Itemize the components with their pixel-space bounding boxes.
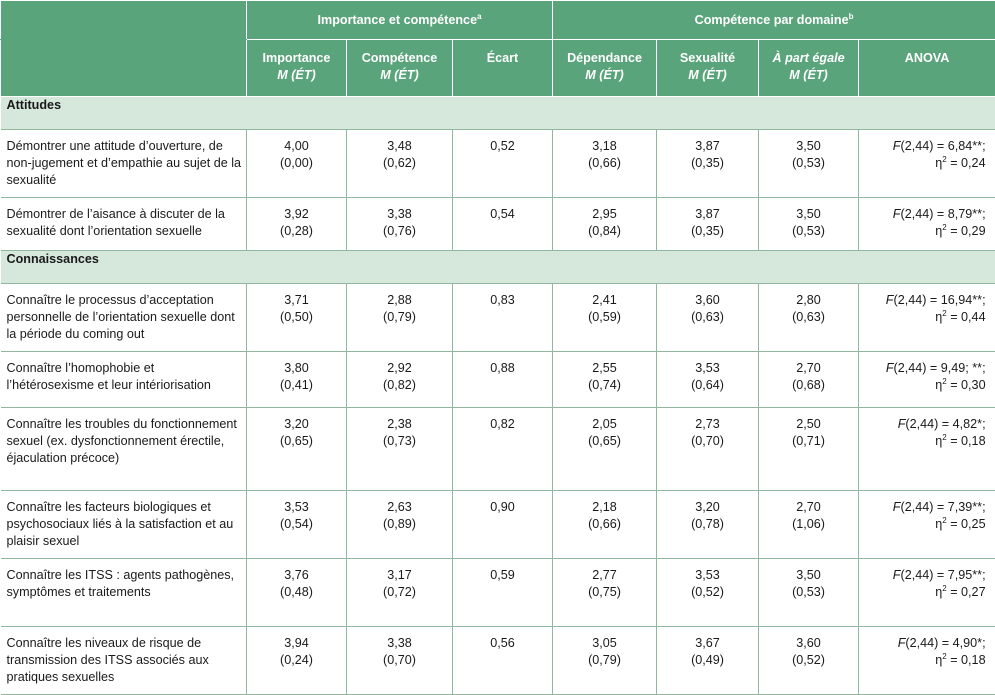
sexualite-cell-sd: (0,35) [657,223,758,240]
importance-cell [247,352,347,408]
anova-f-value: (2,44) = 16,94**; [894,293,986,307]
eta-squared-symbol: $\eta^2$ [935,224,950,238]
eta-squared-symbol: $\eta^2$ [935,156,950,170]
part-egale-cell [759,352,859,408]
part-egale-cell-sd: (0,53) [759,155,858,172]
sexualite-cell [657,491,759,559]
f-symbol: F [898,417,906,431]
table-row [1,627,995,695]
competence-cell-mean: 2,88 [347,292,452,309]
dependance-cell-mean: 2,55 [553,360,656,377]
dependance-cell-mean: 3,18 [553,138,656,155]
dependance-cell-mean: 2,18 [553,499,656,516]
eta-squared-symbol: $\eta^2$ [935,585,950,599]
competency-label: Démontrer une attitude d’ouverture, de non-jugement et d’empathie au sujet de la sexualité [1,130,247,198]
dependance-cell-sd: (0,65) [553,433,656,450]
sexualite-cell [657,408,759,491]
eta-squared-symbol: $\eta^2$ [935,517,950,531]
anova-eta-value: = 0,29 [950,224,985,238]
anova-eta-value: = 0,18 [950,434,985,448]
competence-cell-sd: (0,76) [347,223,452,240]
sexualite-cell [657,130,759,198]
importance-cell-sd: (0,48) [247,584,346,601]
sexualite-cell-sd: (0,63) [657,309,758,326]
ecart-cell: 0,90 [453,491,553,559]
competence-cell-mean: 3,38 [347,635,452,652]
importance-cell-mean: 3,76 [247,567,346,584]
competency-label: Connaître l’homophobie et l’hétérosexisme et leur intériorisation [1,352,247,408]
col-header-competence: Compétence M (ÉT) [347,40,453,97]
competence-cell-mean: 2,63 [347,499,452,516]
dependance-cell [553,491,657,559]
sexualite-cell [657,352,759,408]
ecart-cell: 0,56 [453,627,553,695]
sexualite-cell-sd: (0,64) [657,377,758,394]
table-row [1,198,995,251]
importance-cell [247,559,347,627]
part-egale-cell-sd: (0,53) [759,584,858,601]
sexualite-cell-mean: 3,60 [657,292,758,309]
eta-squared-symbol: $\eta^2$ [935,653,950,667]
competence-cell [347,559,453,627]
importance-cell-mean: 4,00 [247,138,346,155]
part-egale-cell-mean: 3,60 [759,635,858,652]
part-egale-cell-sd: (0,68) [759,377,858,394]
sexualite-cell [657,284,759,352]
ecart-cell: 0,54 [453,198,553,251]
dependance-cell [553,352,657,408]
table-row [1,491,995,559]
col-header-ecart: Écart [453,40,553,97]
sexualite-cell-mean: 3,87 [657,206,758,223]
col-header-sexualite: Sexualité M (ÉT) [657,40,759,97]
competency-label: Connaître le processus d’acceptation personnelle de l’orientation sexuelle dont la période du coming out [1,284,247,352]
sexualite-cell [657,198,759,251]
dependance-cell-sd: (0,59) [553,309,656,326]
anova-cell [859,627,995,695]
part-egale-cell-sd: (0,53) [759,223,858,240]
importance-cell-mean: 3,94 [247,635,346,652]
importance-cell-sd: (0,50) [247,309,346,326]
competence-cell-sd: (0,73) [347,433,452,450]
ecart-cell: 0,82 [453,408,553,491]
section-row [1,251,995,284]
sexualite-cell [657,627,759,695]
competence-cell [347,198,453,251]
sexualite-cell-mean: 2,73 [657,416,758,433]
anova-cell [859,352,995,408]
anova-f-value: (2,44) = 4,82*; [905,417,985,431]
anova-eta-value: = 0,27 [950,585,985,599]
part-egale-cell-mean: 3,50 [759,138,858,155]
dependance-cell-mean: 2,41 [553,292,656,309]
competency-label: Connaître les facteurs biologiques et psychosociaux liés à la satisfaction et au plaisir sexuel [1,491,247,559]
competency-label: Connaître les niveaux de risque de transmission des ITSS associés aux pratiques sexuelles [1,627,247,695]
competence-cell [347,352,453,408]
dependance-cell-sd: (0,79) [553,652,656,669]
anova-f-value: (2,44) = 6,84**; [901,139,986,153]
anova-cell [859,130,995,198]
sexualite-cell-mean: 3,20 [657,499,758,516]
competence-cell [347,491,453,559]
anova-eta-value: = 0,30 [950,378,985,392]
part-egale-cell-sd: (0,71) [759,433,858,450]
importance-cell [247,284,347,352]
sexualite-cell-sd: (0,70) [657,433,758,450]
part-egale-cell [759,491,859,559]
part-egale-cell-sd: (1,06) [759,516,858,533]
importance-cell-mean: 3,92 [247,206,346,223]
header-group-competence-domaine: Compétence par domaine$^b$ [553,1,995,40]
sexualite-cell [657,559,759,627]
dependance-cell [553,559,657,627]
sexualite-cell-sd: (0,52) [657,584,758,601]
ecart-cell: 0,88 [453,352,553,408]
anova-cell [859,491,995,559]
header-corner [1,1,247,40]
eta-squared-symbol: $\eta^2$ [935,310,950,324]
anova-f-value: (2,44) = 7,39**; [901,500,986,514]
part-egale-cell-mean: 3,50 [759,567,858,584]
competency-label: Démontrer de l’aisance à discuter de la sexualité dont l’orientation sexuelle [1,198,247,251]
table-row [1,284,995,352]
competence-cell-sd: (0,82) [347,377,452,394]
dependance-cell-sd: (0,66) [553,516,656,533]
part-egale-cell [759,408,859,491]
dependance-cell [553,130,657,198]
dependance-cell-sd: (0,75) [553,584,656,601]
dependance-cell [553,627,657,695]
anova-eta-value: = 0,44 [950,310,985,324]
competence-cell-sd: (0,62) [347,155,452,172]
dependance-cell-sd: (0,66) [553,155,656,172]
importance-cell [247,627,347,695]
competence-cell-sd: (0,79) [347,309,452,326]
f-symbol: F [886,361,894,375]
importance-cell-sd: (0,28) [247,223,346,240]
header-corner-lower [1,40,247,97]
dependance-cell-mean: 3,05 [553,635,656,652]
competence-cell [347,408,453,491]
competency-label: Connaître les ITSS : agents pathogènes, symptômes et traitements [1,559,247,627]
section-row [1,97,995,130]
sexualite-cell-mean: 3,87 [657,138,758,155]
importance-cell [247,408,347,491]
table-row [1,559,995,627]
part-egale-cell-sd: (0,63) [759,309,858,326]
part-egale-cell [759,559,859,627]
dependance-cell-sd: (0,84) [553,223,656,240]
sexualite-cell-sd: (0,35) [657,155,758,172]
anova-f-value: (2,44) = 8,79**; [901,207,986,221]
importance-cell-sd: (0,54) [247,516,346,533]
col-header-importance: Importance M (ÉT) [247,40,347,97]
importance-cell [247,198,347,251]
part-egale-cell-mean: 2,70 [759,360,858,377]
f-symbol: F [893,207,901,221]
competence-cell-sd: (0,72) [347,584,452,601]
header-group-importance-competence: Importance et compétence$^a$ [247,1,553,40]
col-header-dependance: Dépendance M (ÉT) [553,40,657,97]
importance-cell-mean: 3,80 [247,360,346,377]
competence-cell-sd: (0,70) [347,652,452,669]
anova-f-value: (2,44) = 4,90*; [905,636,985,650]
part-egale-cell-mean: 2,70 [759,499,858,516]
competence-cell-mean: 3,17 [347,567,452,584]
col-header-part-egale: À part égale M (ÉT) [759,40,859,97]
importance-cell-sd: (0,65) [247,433,346,450]
importance-cell-mean: 3,71 [247,292,346,309]
sexualite-cell-sd: (0,49) [657,652,758,669]
f-symbol: F [886,293,894,307]
part-egale-cell [759,627,859,695]
anova-cell [859,284,995,352]
section-title: Attitudes [1,97,995,130]
dependance-cell [553,408,657,491]
competence-cell-mean: 3,38 [347,206,452,223]
importance-cell-sd: (0,24) [247,652,346,669]
importance-cell-sd: (0,00) [247,155,346,172]
f-symbol: F [893,139,901,153]
importance-cell [247,491,347,559]
anova-f-value: (2,44) = 9,49; **; [894,361,986,375]
anova-eta-value: = 0,18 [950,653,985,667]
dependance-cell-mean: 2,05 [553,416,656,433]
part-egale-cell [759,198,859,251]
anova-cell [859,408,995,491]
importance-cell [247,130,347,198]
eta-squared-symbol: $\eta^2$ [935,378,950,392]
competence-cell-mean: 2,92 [347,360,452,377]
dependance-cell [553,284,657,352]
f-symbol: F [893,568,901,582]
col-header-anova: ANOVA [859,40,995,97]
part-egale-cell [759,284,859,352]
eta-squared-symbol: $\eta^2$ [935,434,950,448]
dependance-cell-mean: 2,77 [553,567,656,584]
part-egale-cell-mean: 2,80 [759,292,858,309]
dependance-cell [553,198,657,251]
sexualite-cell-mean: 3,53 [657,567,758,584]
competency-label: Connaître les troubles du fonctionnement sexuel (ex. dysfonctionnement érectile, éjaculation précoce) [1,408,247,491]
dependance-cell-sd: (0,74) [553,377,656,394]
sexualite-cell-mean: 3,53 [657,360,758,377]
part-egale-cell-mean: 2,50 [759,416,858,433]
part-egale-cell-sd: (0,52) [759,652,858,669]
competence-cell-sd: (0,89) [347,516,452,533]
dependance-cell-mean: 2,95 [553,206,656,223]
ecart-cell: 0,83 [453,284,553,352]
part-egale-cell [759,130,859,198]
importance-cell-sd: (0,41) [247,377,346,394]
table-row [1,352,995,408]
anova-cell [859,559,995,627]
anova-eta-value: = 0,24 [950,156,985,170]
ecart-cell: 0,59 [453,559,553,627]
competence-cell [347,284,453,352]
section-title: Connaissances [1,251,995,284]
competence-cell-mean: 2,38 [347,416,452,433]
ecart-cell: 0,52 [453,130,553,198]
anova-cell [859,198,995,251]
part-egale-cell-mean: 3,50 [759,206,858,223]
sexualite-cell-mean: 3,67 [657,635,758,652]
competence-cell-mean: 3,48 [347,138,452,155]
f-symbol: F [893,500,901,514]
f-symbol: F [898,636,906,650]
table-row [1,130,995,198]
importance-cell-mean: 3,20 [247,416,346,433]
competence-cell [347,627,453,695]
table-row [1,408,995,491]
anova-f-value: (2,44) = 7,95**; [901,568,986,582]
anova-eta-value: = 0,25 [950,517,985,531]
sexualite-cell-sd: (0,78) [657,516,758,533]
importance-cell-mean: 3,53 [247,499,346,516]
competence-cell [347,130,453,198]
